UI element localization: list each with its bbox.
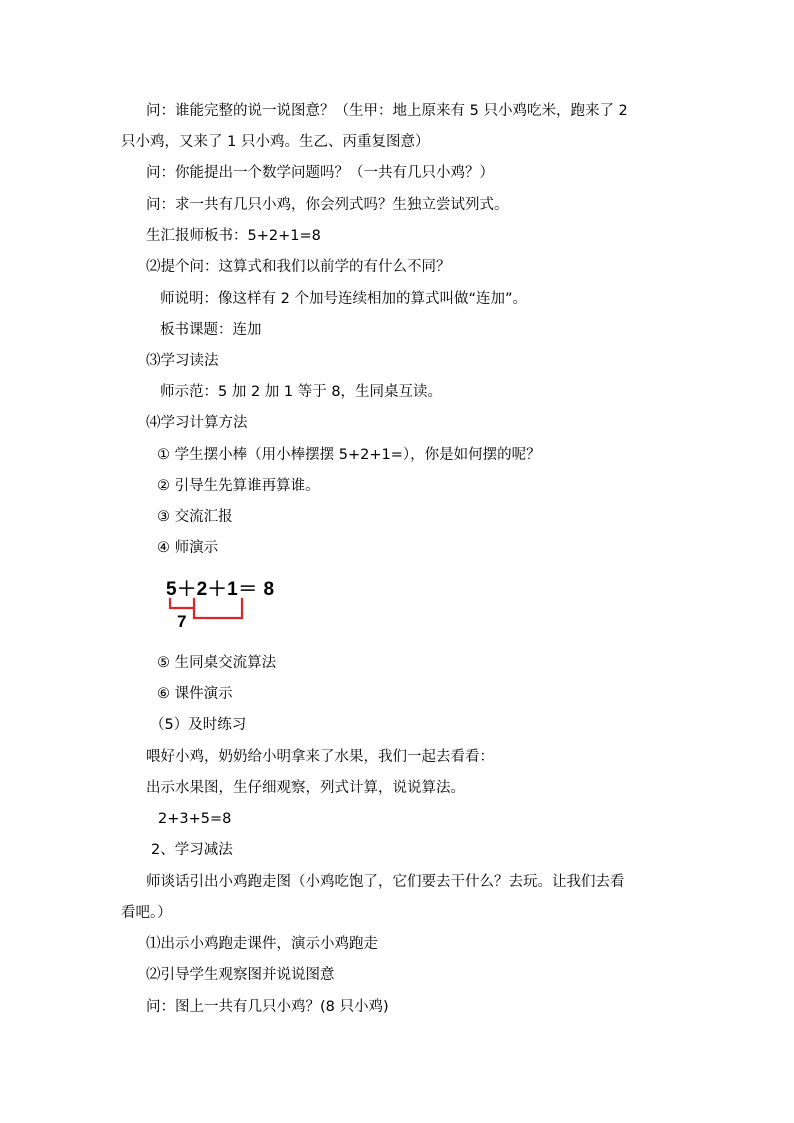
text-line-26: ⑵引导学生观察图并说说图意 — [146, 967, 335, 983]
text-line-22: 2、学习减法 — [151, 842, 233, 858]
formula-expression: 5＋2＋1＝ 8 — [166, 579, 275, 600]
text-line-10: 师示范：5 加 2 加 1 等于 8，生同桌互读。 — [160, 384, 443, 400]
text-line-16: ⑤ 生同桌交流算法 — [157, 655, 277, 671]
text-line-25: ⑴出示小鸡跑走课件，演示小鸡跑走 — [146, 936, 378, 952]
addition-demo-formula — [166, 578, 306, 638]
text-line-17: ⑥ 课件演示 — [157, 686, 233, 702]
text-line-19: 喂好小鸡，奶奶给小明拿来了水果，我们一起去看看： — [146, 749, 494, 765]
text-line-4: 问：求一共有几只小鸡，你会列式吗？生独立尝试列式。 — [146, 197, 509, 213]
text-line-6: ⑵提个问：这算式和我们以前学的有什么不同？ — [146, 259, 451, 275]
partial-sum: 7 — [177, 612, 187, 631]
text-line-1: 问：谁能完整的说一说图意？（生甲：地上原来有 5 只小鸡吃米，跑来了 2 — [146, 103, 628, 119]
text-line-5: 生汇报师板书：5+2+1=8 — [146, 228, 321, 244]
text-line-23: 师谈话引出小鸡跑走图（小鸡吃饱了，它们要去干什么？去玩。让我们去看 — [146, 874, 625, 890]
text-line-7: 师说明：像这样有 2 个加号连续相加的算式叫做“连加”。 — [160, 291, 527, 307]
text-line-12: ① 学生摆小棒（用小棒摆摆 5+2+1=），你是如何摆的呢？ — [157, 447, 541, 463]
text-line-18: （5）及时练习 — [150, 717, 247, 733]
text-line-20: 出示水果图，生仔细观察，列式计算，说说算法。 — [146, 780, 465, 796]
text-line-9: ⑶学习读法 — [146, 353, 219, 369]
text-line-27: 问：图上一共有几只小鸡？(8 只小鸡) — [146, 999, 389, 1015]
text-line-24: 看吧。） — [121, 905, 172, 921]
text-line-11: ⑷学习计算方法 — [146, 415, 248, 431]
text-line-3: 问：你能提出一个数学问题吗？（一共有几只小鸡？） — [146, 165, 494, 181]
text-line-13: ② 引导生先算谁再算谁。 — [157, 478, 320, 494]
text-line-2: 只小鸡，又来了 1 只小鸡。生乙、丙重复图意） — [121, 134, 430, 150]
text-line-14: ③ 交流汇报 — [157, 509, 233, 525]
text-line-8: 板书课题：连加 — [160, 322, 262, 338]
text-line-15: ④ 师演示 — [157, 540, 219, 556]
text-line-21: 2+3+5=8 — [158, 811, 232, 827]
